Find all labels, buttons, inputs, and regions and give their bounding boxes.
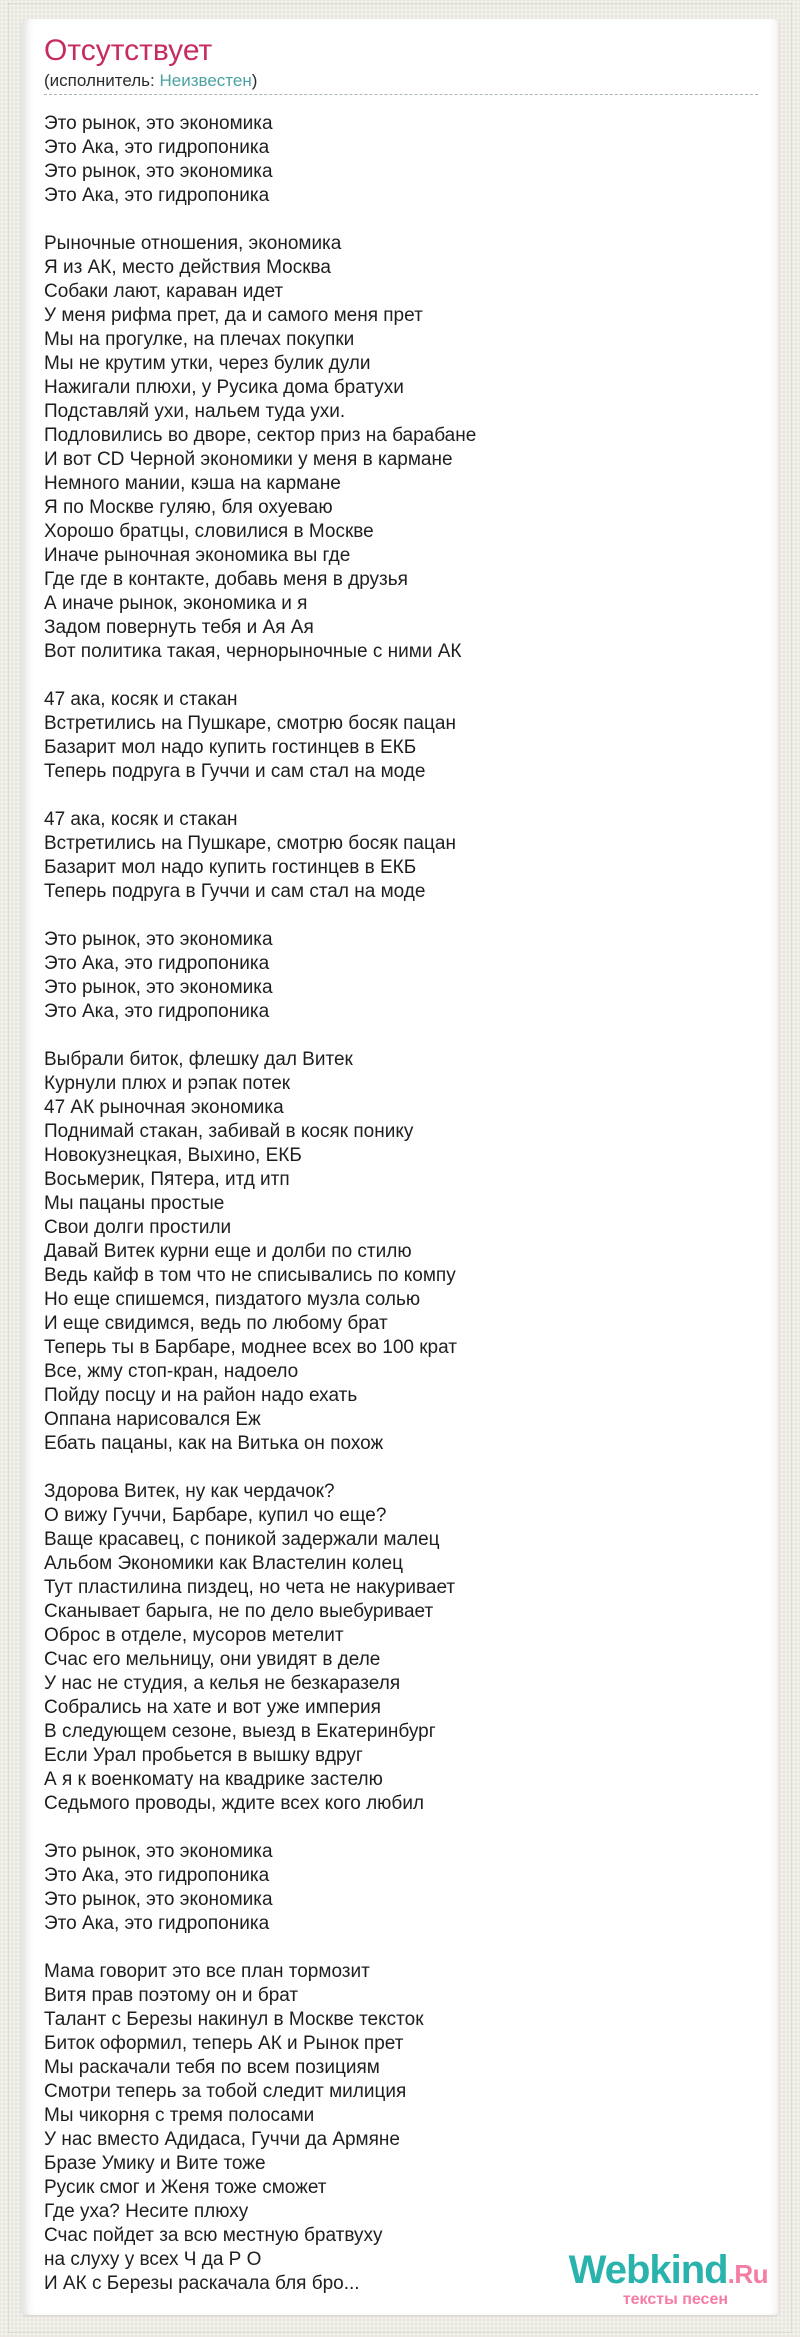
- lyric-line: Немного мании, кэша на кармане: [44, 473, 341, 494]
- lyric-line: Если Урал пробьется в вышку вдруг: [44, 1745, 363, 1766]
- lyric-line: Я из АК, место действия Москва: [44, 257, 331, 278]
- lyric-line: Выбрали биток, флешку дал Витек: [44, 1049, 353, 1070]
- lyric-line: Базарит мол надо купить гостинцев в ЕКБ: [44, 737, 417, 758]
- lyric-line: Где где в контакте, добавь меня в друзья: [44, 569, 408, 590]
- lyric-line: Это рынок, это экономика: [44, 1841, 273, 1862]
- lyric-line: У нас вместо Адидаса, Гуччи да Армяне: [44, 2129, 400, 2150]
- webkind-logo[interactable]: [569, 2250, 768, 2309]
- lyric-line: Хорошо братцы, словилися в Москве: [44, 521, 374, 542]
- lyric-line: Это рынок, это экономика: [44, 1889, 273, 1910]
- lyric-line: И еще свидимся, ведь по любому брат: [44, 1313, 388, 1334]
- lyric-line: 47 АК рыночная экономика: [44, 1097, 284, 1118]
- lyric-line: Счас пойдет за всю местную братвуху: [44, 2225, 383, 2246]
- lyric-line: Мы пацаны простые: [44, 1193, 225, 1214]
- lyric-line: Теперь ты в Барбаре, моднее всех во 100 крат: [44, 1337, 457, 1358]
- lyric-line: Смотри теперь за тобой следит милиция: [44, 2081, 407, 2102]
- lyric-line: Курнули плюх и рэпак потек: [44, 1073, 291, 1094]
- lyric-line: Мы чикорня с тремя полосами: [44, 2105, 315, 2126]
- lyric-line: Мы на прогулке, на плечах покупки: [44, 329, 355, 350]
- lyric-line: Пойду посцу и на район надо ехать: [44, 1385, 358, 1406]
- stanza: [44, 112, 758, 208]
- lyric-line: О вижу Гуччи, Барбаре, купил чо еще?: [44, 1505, 387, 1526]
- stanza: [44, 232, 758, 664]
- lyric-line: Мы не крутим утки, через булик дули: [44, 353, 371, 374]
- lyric-line: У меня рифма прет, да и самого меня прет: [44, 305, 423, 326]
- lyric-line: Нажигали плюхи, у Русика дома братухи: [44, 377, 404, 398]
- lyric-line: Талант с Березы накинул в Москве тексток: [44, 2009, 424, 2030]
- stanza: [44, 1960, 758, 2296]
- lyric-line: Оброс в отделе, мусоров метелит: [44, 1625, 344, 1646]
- stanza: [44, 928, 758, 1024]
- lyric-line: Иначе рыночная экономика вы где: [44, 545, 351, 566]
- lyric-line: Это рынок, это экономика: [44, 929, 273, 950]
- lyric-line: Давай Витек курни еще и долби по стилю: [44, 1241, 412, 1262]
- artist-label-suffix: ): [251, 71, 258, 90]
- lyric-line: Это рынок, это экономика: [44, 977, 273, 998]
- stanza: [44, 808, 758, 904]
- lyric-line: Это рынок, это экономика: [44, 113, 273, 134]
- lyric-line: Мама говорит это все план тормозит: [44, 1961, 370, 1982]
- lyric-line: Альбом Экономики как Властелин колец: [44, 1553, 403, 1574]
- lyric-line: Здорова Витек, ну как чердачок?: [44, 1481, 335, 1502]
- lyric-line: Это Ака, это гидропоника: [44, 1865, 270, 1886]
- lyric-line: А я к военкомату на квадрике застелю: [44, 1769, 383, 1790]
- lyric-line: И вот CD Черной экономики у меня в кармане: [44, 449, 453, 470]
- lyric-line: Я по Москве гуляю, бля охуеваю: [44, 497, 333, 518]
- lyric-line: Это Ака, это гидропоника: [44, 1001, 270, 1022]
- lyric-line: 47 ака, косяк и стакан: [44, 689, 238, 710]
- lyric-line: Тут пластилина пиздец, но чета не накуривает: [44, 1577, 456, 1598]
- lyric-line: Русик смог и Женя тоже сможет: [44, 2177, 327, 2198]
- lyric-line: 47 ака, косяк и стакан: [44, 809, 238, 830]
- lyric-line: Ведь кайф в том что не списывались по компу: [44, 1265, 456, 1286]
- lyric-line: Мы раскачали тебя по всем позициям: [44, 2057, 380, 2078]
- lyrics-card: [22, 19, 778, 2315]
- lyric-line: Свои долги простили: [44, 1217, 232, 1238]
- artist-label-prefix: (исполнитель:: [44, 71, 160, 90]
- lyric-line: Это Ака, это гидропоника: [44, 953, 270, 974]
- stanza: [44, 1840, 758, 1936]
- lyric-line: Биток оформил, теперь АК и Рынок прет: [44, 2033, 404, 2054]
- lyric-line: А иначе рынок, экономика и я: [44, 593, 308, 614]
- lyric-line: Но еще спишемся, пиздатого музла солью: [44, 1289, 421, 1310]
- lyric-line: Это Ака, это гидропоника: [44, 137, 270, 158]
- stanza: [44, 1048, 758, 1456]
- artist-link[interactable]: Неизвестен: [159, 71, 252, 90]
- lyric-line: Ебать пацаны, как на Витька он похож: [44, 1433, 384, 1454]
- lyric-line: Оппана нарисовался Еж: [44, 1409, 261, 1430]
- lyric-line: Задом повернуть тебя и Ая Ая: [44, 617, 314, 638]
- lyric-line: Теперь подруга в Гуччи и сам стал на моде: [44, 881, 426, 902]
- lyric-line: на слуху у всех Ч да Р О: [44, 2249, 262, 2270]
- song-title: Отсутствует: [44, 34, 213, 67]
- lyric-line: Витя прав поэтому он и брат: [44, 1985, 299, 2006]
- dashed-divider: [44, 94, 758, 95]
- lyric-line: Седьмого проводы, ждите всех кого любил: [44, 1793, 425, 1814]
- logo-tagline: тексты песен: [622, 2291, 728, 2308]
- stanza: [44, 1480, 758, 1816]
- lyric-line: Встретились на Пушкаре, смотрю босяк пацан: [44, 833, 456, 854]
- lyric-line: Где уха? Несите плюху: [44, 2201, 249, 2222]
- lyric-line: Все, жму стоп-кран, надоело: [44, 1361, 299, 1382]
- lyric-line: Восьмерик, Пятера, итд итп: [44, 1169, 290, 1190]
- lyric-line: Базарит мол надо купить гостинцев в ЕКБ: [44, 857, 417, 878]
- lyric-line: Счас его мельницу, они увидят в деле: [44, 1649, 381, 1670]
- lyric-line: Подставляй ухи, нальем туда ухи.: [44, 401, 346, 422]
- lyric-line: В следующем сезоне, выезд в Екатеринбург: [44, 1721, 436, 1742]
- stanza: [44, 688, 758, 784]
- lyric-line: Рыночные отношения, экономика: [44, 233, 342, 254]
- lyric-line: Бразе Умику и Вите тоже: [44, 2153, 266, 2174]
- lyric-line: Новокузнецкая, Выхино, ЕКБ: [44, 1145, 302, 1166]
- lyric-line: Подловились во дворе, сектор приз на барабане: [44, 425, 477, 446]
- lyric-line: У нас не студия, а келья не безкаразеля: [44, 1673, 401, 1694]
- lyric-line: Это рынок, это экономика: [44, 161, 273, 182]
- lyric-line: Поднимай стакан, забивай в косяк понику: [44, 1121, 414, 1142]
- lyric-line: Вот политика такая, чернорыночные с ними АК: [44, 641, 462, 662]
- lyrics: [44, 112, 758, 2296]
- lyric-line: Ваще красавец, с поникой задержали малец: [44, 1529, 440, 1550]
- artist-line: [44, 70, 758, 91]
- lyric-line: Сканывает барыга, не по дело выебуривает: [44, 1601, 434, 1622]
- lyric-line: Это Ака, это гидропоника: [44, 185, 270, 206]
- lyric-line: Собаки лают, караван идет: [44, 281, 284, 302]
- lyric-line: И АК с Березы раскачала бля бро...: [44, 2273, 360, 2294]
- lyric-line: Собрались на хате и вот уже империя: [44, 1697, 381, 1718]
- logo-main-text: Webkind: [568, 2248, 728, 2292]
- lyric-line: Это Ака, это гидропоника: [44, 1913, 270, 1934]
- lyric-line: Теперь подруга в Гуччи и сам стал на моде: [44, 761, 426, 782]
- lyric-line: Встретились на Пушкаре, смотрю босяк пацан: [44, 713, 456, 734]
- logo-domain-text: .Ru: [727, 2259, 768, 2289]
